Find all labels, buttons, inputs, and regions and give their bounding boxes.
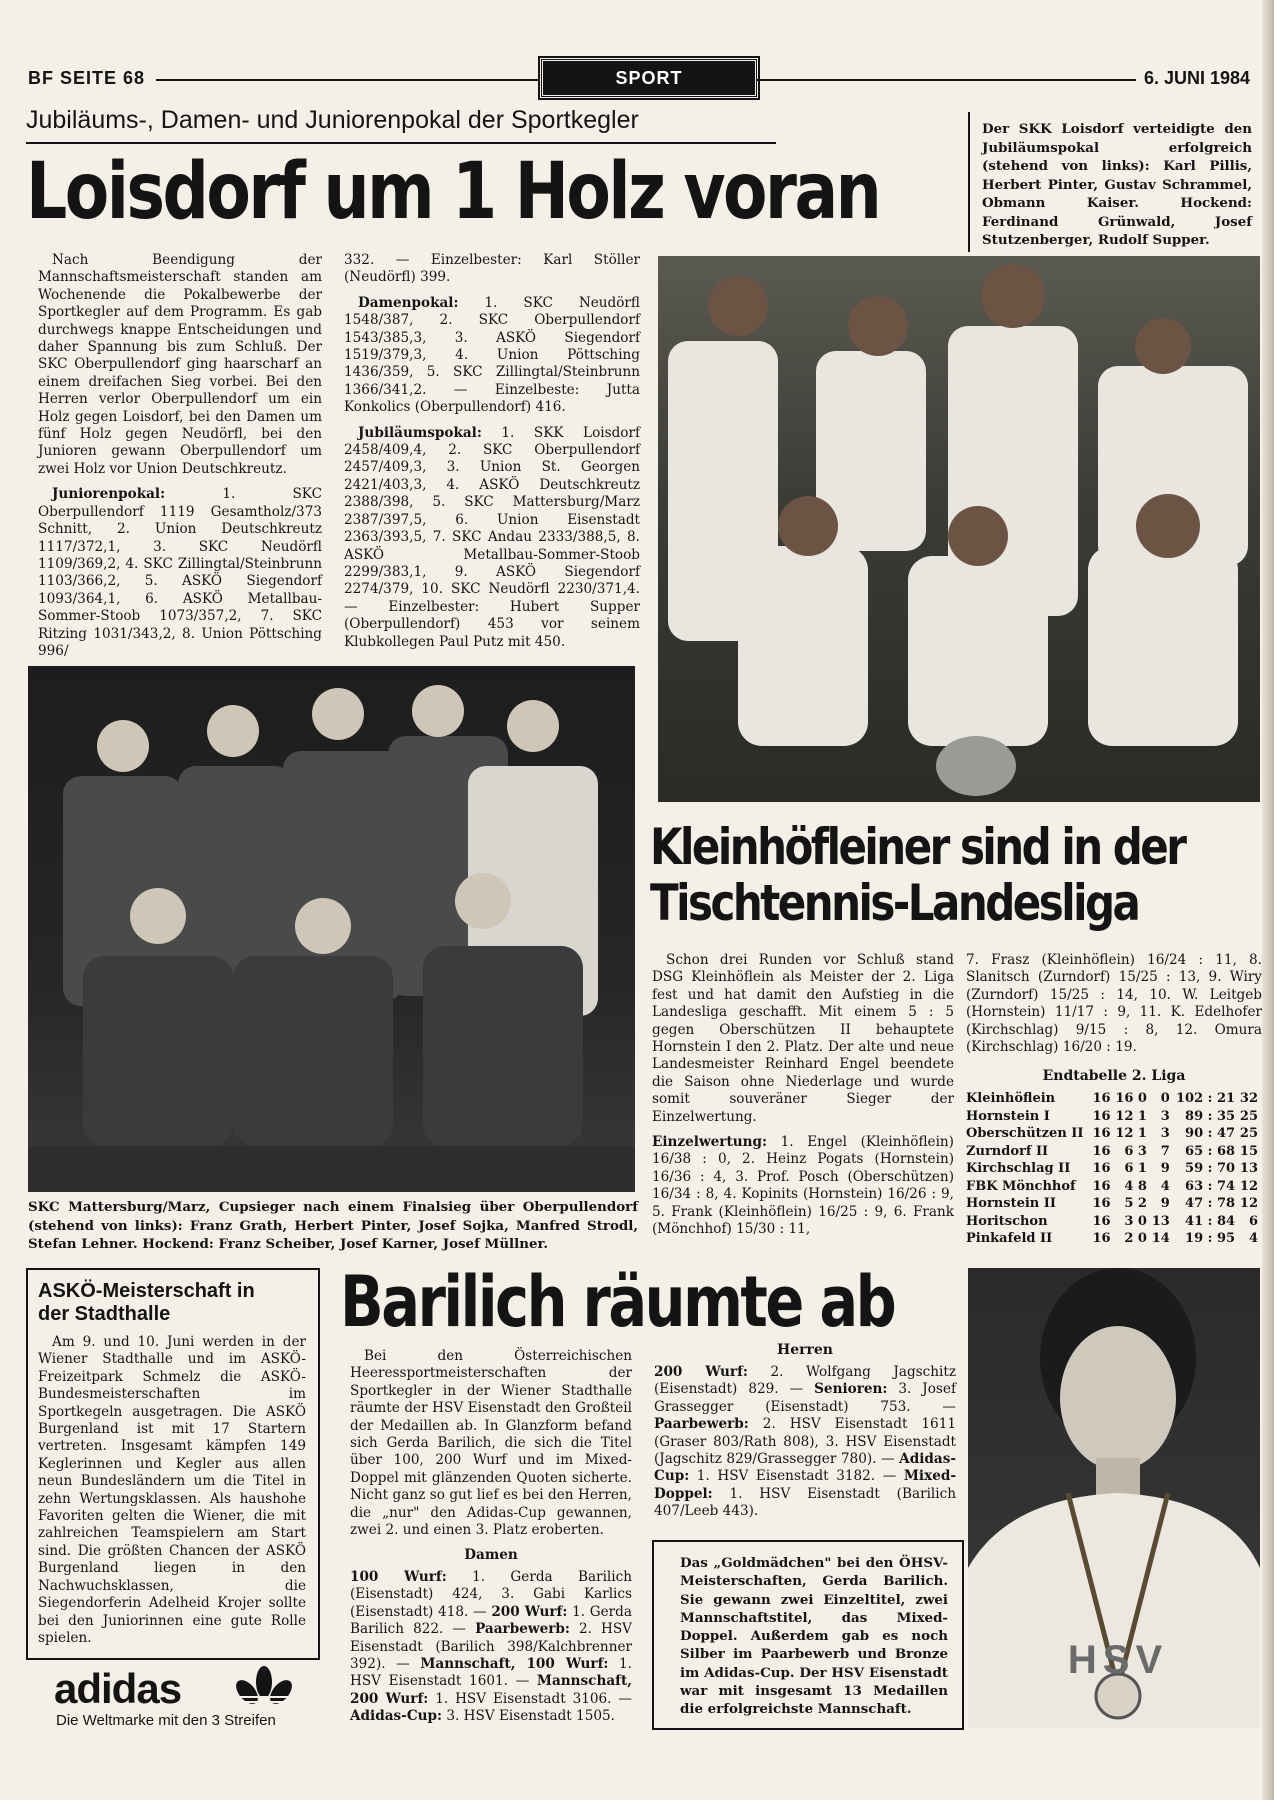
article-kicker: Jubiläums-, Damen- und Juniorenpokal der Sportkegler <box>26 106 639 134</box>
stat-cell: 5 <box>1124 1196 1134 1211</box>
stat-cell: 25 <box>1239 1126 1258 1141</box>
stat-cell: 25 <box>1239 1108 1258 1124</box>
result-text: 1. HSV Eisenstadt 1601. — <box>350 1655 633 1690</box>
standings-table <box>966 1090 1262 1248</box>
damen-label: Damenpokal: <box>358 294 459 311</box>
adidas-slogan: Die Weltmarke mit den 3 Streifen <box>56 1712 276 1729</box>
stat-cell: 16 <box>1092 1231 1111 1246</box>
mattersburg-photo-caption: SKC Mattersburg/Marz, Cupsieger nach einem Finalsieg über Oberpullendorf (stehend von links): Franz Grath, Herbert Pinter, Josef Sojka, Manfred Strodl, Stefan Lehner. Hockend: Franz Scheiber, Josef Karner, Josef Müllner. <box>28 1199 638 1252</box>
stat-cell: 12 <box>1115 1126 1134 1141</box>
result-label: Paarbewerb: <box>654 1416 749 1433</box>
result-text: 1. HSV Eisenstadt 3106. — <box>428 1690 632 1707</box>
team-name-cell: FBK Mönchhof <box>966 1178 1076 1194</box>
result-label: 200 Wurf: <box>654 1364 748 1380</box>
stat-cell: 0 <box>1137 1231 1147 1246</box>
einzelwertung-label: Einzelwertung: <box>652 1134 768 1151</box>
herren-heading: Herren <box>777 1342 833 1358</box>
stat-cell: 6 <box>1248 1213 1258 1229</box>
article-headline: Loisdorf um 1 Holz voran <box>26 147 880 237</box>
result-text: 1. Gerda Barilich 822. — <box>350 1603 632 1638</box>
team-name-cell: Oberschützen II <box>966 1126 1084 1141</box>
stat-cell: 16 <box>1115 1091 1134 1106</box>
barilich-herren-results <box>654 1364 956 1521</box>
stat-cell: 9 <box>1160 1161 1170 1176</box>
team-name-cell: Kirchschlag II <box>966 1161 1071 1176</box>
stat-cell: 41 : 84 <box>1185 1213 1236 1229</box>
section-badge: SPORT <box>540 58 758 98</box>
barilich-intro: Bei den Österreichischen Heeressportmeisterschaften der Sportkegler in der Wiener Stadthalle räumte der HSV Eisenstadt den Großteil der Medaillen ab. In Glanzform befand sich Gerda Barilich, die sich die Titel über 100, 200 Wurf und im Mixed-Doppel mit glänzenden Quoten sicherte. Nicht ganz so gut lief es bei den Herren, die „nur" den Adidas-Cup gewannen, zwei 2. und einen 3. Platz eroberten. <box>350 1348 632 1539</box>
stat-cell: 2 <box>1137 1196 1147 1211</box>
header-rule-left <box>156 79 540 81</box>
page-fold-shadow <box>1262 0 1274 1800</box>
stat-cell: 89 : 35 <box>1185 1108 1236 1124</box>
table-row <box>966 1108 1262 1126</box>
mattersburg-team-silhouettes <box>28 666 635 1192</box>
stat-cell: 1 <box>1137 1108 1147 1124</box>
stat-cell: 16 <box>1092 1213 1111 1229</box>
stat-cell: 1 <box>1137 1126 1147 1141</box>
barilich-column-1 <box>350 1348 632 1734</box>
stat-cell: 14 <box>1151 1231 1170 1246</box>
stat-cell: 2 <box>1124 1231 1134 1246</box>
stat-cell: 13 <box>1239 1161 1258 1176</box>
lead-column-2 <box>344 252 640 659</box>
result-text: 2. Wolfgang Jagschitz (Eisenstadt) 829. — <box>654 1364 956 1398</box>
table-row <box>966 1160 1262 1178</box>
askoe-text <box>38 1334 306 1655</box>
barilich-caption-box <box>652 1540 964 1730</box>
stat-cell: 16 <box>1092 1091 1111 1106</box>
stat-cell: 13 <box>1151 1213 1170 1229</box>
askoe-title: ASKÖ-Meisterschaft in der Stadthalle <box>38 1280 255 1325</box>
stat-cell: 0 <box>1160 1091 1170 1106</box>
stat-cell: 4 <box>1160 1178 1170 1194</box>
barilich-column-2 <box>654 1364 956 1529</box>
barilich-photo <box>968 1268 1260 1728</box>
adidas-wordmark: adidas <box>54 1665 182 1712</box>
stat-cell: 3 <box>1137 1143 1147 1159</box>
result-label: Senioren: <box>814 1381 888 1398</box>
result-label: Adidas-Cup: <box>350 1708 443 1725</box>
result-label: Mixed-Doppel: <box>654 1468 956 1502</box>
table-row <box>966 1178 1262 1196</box>
stat-cell: 9 <box>1160 1196 1170 1211</box>
stat-cell: 6 <box>1124 1161 1134 1176</box>
lead-intro: Nach Beendigung der Mannschaftsmeisterschaft standen am Wochenende die Pokalbewerbe der Sportkegler auf dem Programm. Es gab durchwegs knappe Entscheidungen und daher Spannung bis zum Schluß. Der SKC Oberpullendorf ging haarscharf an einem dreifachen Sieg vorbei. Bei den Herren verlor Oberpullendorf um ein Holz gegen Loisdorf, bei den Damen um fünf Holz gegen Neudörfl, bei den Junioren gewann Oberpullendorf um zwei Holz vor Union Deutschkreutz. <box>38 252 322 477</box>
junioren-text: 1. SKC Oberpullendorf 1119 Gesamtholz/373 Schnitt, 2. Union Deutschkreutz 1117/372,1, 3. SKC Neudörfl 1109/369,2, 4. SKC Zillingtal/Steinbrunn 1103/366,2, 5. ASKÖ Siegendorf 1093/364,1, 6. ASKÖ Metallbau-Sommer-Stoob 1073/357,2, 7. SKC Ritzing 1031/343,2, 8. Union Pöttsching 996/ <box>38 486 322 659</box>
stat-cell: 16 <box>1092 1126 1111 1141</box>
standings-title: Endtabelle 2. Liga <box>1042 1068 1186 1084</box>
loisdorf-team-photo <box>658 256 1260 802</box>
stat-cell: 4 <box>1124 1178 1134 1194</box>
tt-headline-line1: Kleinhöfleiner sind in der <box>650 818 1185 876</box>
result-text: 2. HSV Eisenstadt (Barilich 398/Kalchbrenner 392). — <box>350 1621 632 1672</box>
result-label: Mannschaft, 100 Wurf: <box>420 1655 609 1672</box>
caption-box-left-rule <box>968 112 970 252</box>
jubilaeum-results <box>344 425 640 651</box>
barilich-headline: Barilich räumte ab <box>340 1261 895 1343</box>
einzelwertung-text: 1. Engel (Kleinhöflein) 16/38 : 0, 2. Heinz Pogats (Hornstein) 16/36 : 4, 3. Prof. Posch (Oberschützen) 16/34 : 8, 4. Kopinits (Hornstein) 16/26 : 9, 5. Frank (Kleinhöflein) 16/25 : 9, 6. Frank (Mönchhof) 15/30 : 11, <box>652 1134 954 1238</box>
jubilaeum-label: Jubiläumspokal: <box>358 424 482 441</box>
stat-cell: 7 <box>1160 1143 1170 1159</box>
stat-cell: 4 <box>1248 1231 1258 1246</box>
askoe-paragraph: Am 9. und 10. Juni werden in der Wiener Stadthalle und im ASKÖ-Freizeitpark Schmelz die ASKÖ-Bundesmeisterschaften im Sportkegeln ausgetragen. Die ASKÖ Burgenland ist mit 17 Startern vertreten. Insgesamt kämpfen 149 Keglerinnen und Kegler aus allen neun Bundesländern um die Titel in zehn Wertungsklassen. Als haushohe Favoriten gelten die Wiener, die mit zahlreichen Teamspielern am Start sind. Die größten Chancen der ASKÖ Burgenland liegen in den Nachwuchsklassen, die Siegendorferin Adelheid Krojer sollte bei den Juniorinnen eine gute Rolle spielen. <box>38 1334 306 1646</box>
stat-cell: 90 : 47 <box>1185 1126 1236 1141</box>
tt-headline-line2: Tischtennis-Landesliga <box>650 874 1139 932</box>
result-label: Adidas-Cup: <box>654 1451 956 1485</box>
tt-column-2 <box>966 952 1262 1064</box>
stat-cell: 16 <box>1092 1178 1111 1194</box>
result-label: Paarbewerb: <box>475 1621 570 1638</box>
damen-results <box>344 295 640 417</box>
table-row <box>966 1195 1262 1213</box>
stat-cell: 16 <box>1092 1161 1111 1176</box>
junioren-results <box>38 486 322 660</box>
result-text: 1. HSV Eisenstadt (Barilich 407/Leeb 443). <box>654 1485 956 1520</box>
result-text: 3. HSV Eisenstadt 1505. <box>442 1708 615 1725</box>
loisdorf-photo-caption: Der SKK Loisdorf verteidigte den Jubiläumspokal erfolgreich (stehend von links): Karl Pillis, Herbert Pinter, Gustav Schrammel, Obmann Kaiser. Hockend: Ferdinand Grünwald, Josef Stutzenberger, Rudolf Supper. <box>982 121 1252 248</box>
barilich-shirt-lettering: HSV <box>1067 1638 1169 1682</box>
result-text: 2. HSV Eisenstadt 1611 (Graser 803/Rath 808), 3. HSV Eisenstadt (Jagschitz 829/Grassegger 780). — <box>654 1416 956 1468</box>
team-name-cell: Hornstein II <box>966 1196 1056 1211</box>
page-label: BF SEITE 68 <box>28 68 146 88</box>
stat-cell: 15 <box>1239 1143 1258 1159</box>
team-name-cell: Pinkafeld II <box>966 1231 1053 1246</box>
stat-cell: 3 <box>1124 1213 1134 1229</box>
stat-cell: 0 <box>1137 1091 1147 1106</box>
stat-cell: 65 : 68 <box>1185 1143 1236 1159</box>
tt-einzelwertung <box>652 1134 954 1238</box>
result-label: 100 Wurf: <box>350 1568 447 1585</box>
stat-cell: 16 <box>1092 1108 1111 1124</box>
stat-cell: 19 : 95 <box>1185 1231 1236 1246</box>
stat-cell: 1 <box>1137 1161 1147 1176</box>
result-label: Mannschaft, 200 Wurf: <box>350 1673 632 1707</box>
result-text: 1. HSV Eisenstadt 3182. — <box>689 1468 904 1485</box>
header-rule-right <box>756 79 1136 81</box>
stat-cell: 0 <box>1137 1213 1147 1229</box>
stat-cell: 47 : 78 <box>1185 1196 1236 1211</box>
result-label: 200 Wurf: <box>491 1603 568 1620</box>
table-row <box>966 1230 1262 1248</box>
team-name-cell: Zurndorf II <box>966 1143 1049 1159</box>
table-row <box>966 1213 1262 1231</box>
junioren-label: Juniorenpokal: <box>52 486 166 503</box>
stat-cell: 3 <box>1160 1108 1170 1124</box>
kicker-underline <box>26 142 776 144</box>
result-text: 3. Josef Grassegger (Eisenstadt) 753. — <box>654 1381 956 1415</box>
einzelbester-text: 332. — Einzelbester: Karl Stöller (Neudörfl) 399. <box>344 252 640 286</box>
barilich-damen-results <box>350 1569 632 1726</box>
stat-cell: 12 <box>1239 1178 1258 1194</box>
stat-cell: 3 <box>1160 1126 1170 1141</box>
stat-cell: 8 <box>1137 1178 1147 1194</box>
stat-cell: 12 <box>1115 1108 1134 1124</box>
stat-cell: 63 : 74 <box>1185 1178 1236 1194</box>
team-name-cell: Horitschon <box>966 1213 1048 1229</box>
jubilaeum-text: 1. SKK Loisdorf 2458/409,4, 2. SKC Oberpullendorf 2457/409,3, 3. Union St. Georgen 2421/403,3, 4. ASKÖ Deutschkreutz 2388/398, 5. SKC Mattersburg/Marz 2387/397,5, 6. Union Eisenstadt 2363/393,5, 7. SKC Andau 2333/388,5, 8. ASKÖ Metallbau-Sommer-Stoob 2299/383,1, 9. ASKÖ Siegendorf 2274/379, 10. SKC Neudörfl 2230/371,4. — Einzelbester: Hubert Supper (Oberpullendorf) 453 vor seinem Klubkollegen Paul Putz mit 450. <box>344 424 640 650</box>
stat-cell: 59 : 70 <box>1185 1161 1236 1176</box>
issue-date: 6. JUNI 1984 <box>1144 68 1251 88</box>
lead-column-1 <box>38 252 322 668</box>
team-name-cell: Kleinhöflein <box>966 1091 1056 1106</box>
team-name-cell: Hornstein I <box>966 1108 1050 1124</box>
standings-table-wrap <box>966 1090 1262 1248</box>
mattersburg-team-photo <box>28 666 635 1192</box>
table-row <box>966 1143 1262 1161</box>
barilich-photo-caption: Das „Goldmädchen" bei den ÖHSV-Meisterschaften, Gerda Barilich. Sie gewann zwei Einzeltitel, zwei Mannschaftstitel, das Mixed-Doppel. Außerdem gab es noch Silber im Paarbewerb und Bronze im Adidas-Cup. Der HSV Eisenstadt war mit insgesamt 13 Medaillen die erfolgreichste Mannschaft. <box>680 1555 948 1718</box>
damen-heading: Damen <box>464 1547 518 1564</box>
adidas-trefoil-icon <box>232 1666 296 1710</box>
stat-cell: 32 <box>1239 1091 1258 1106</box>
result-text: 1. Gerda Barilich (Eisenstadt) 424, 3. Gabi Karlics (Eisenstadt) 418. — <box>350 1568 632 1620</box>
tt-einzelwertung-cont: 7. Frasz (Kleinhöflein) 16/24 : 11, 8. Slanitsch (Zurndorf) 15/25 : 13, 9. Wiry (Zurndorf) 15/25 : 14, 10. W. Leitgeb (Hornstein) 11/17 : 9, 11. K. Edelhofer (Kirchschlag) 9/15 : 8, 12. Omura (Kirchschlag) 16/20 : 19. <box>966 952 1262 1056</box>
damen-text: 1. SKC Neudörfl 1548/387, 2. SKC Oberpullendorf 1543/385,3, 3. ASKÖ Siegendorf 1519/379,3, 4. Union Pöttsching 1436/359, 5. SKC Zillingtal/Steinbrunn 1366/341,2. — Einzelbeste: Jutta Konkolics (Oberpullendorf) 416. <box>344 294 640 416</box>
loisdorf-team-silhouettes <box>658 256 1260 802</box>
tt-column-1 <box>652 952 954 1247</box>
askoe-box <box>26 1268 320 1660</box>
stat-cell: 16 <box>1092 1196 1111 1211</box>
tt-intro: Schon drei Runden vor Schluß stand DSG Kleinhöflein als Meister der 2. Liga fest und hat damit den Aufstieg in die Landesliga geschafft. Mit einem 5 : 5 gegen Oberschützen II behauptete Hornstein I den 2. Platz. Der alte und neue Landesmeister Reinhard Engel beendete die Saison ohne Niederlage und wurde somit souveräner Sieger der Einzelwertung. <box>652 952 954 1125</box>
stat-cell: 6 <box>1124 1143 1134 1159</box>
stat-cell: 16 <box>1092 1143 1111 1159</box>
table-row <box>966 1090 1262 1108</box>
stat-cell: 12 <box>1239 1196 1258 1211</box>
stat-cell: 102 : 21 <box>1176 1091 1236 1106</box>
table-row <box>966 1125 1262 1143</box>
